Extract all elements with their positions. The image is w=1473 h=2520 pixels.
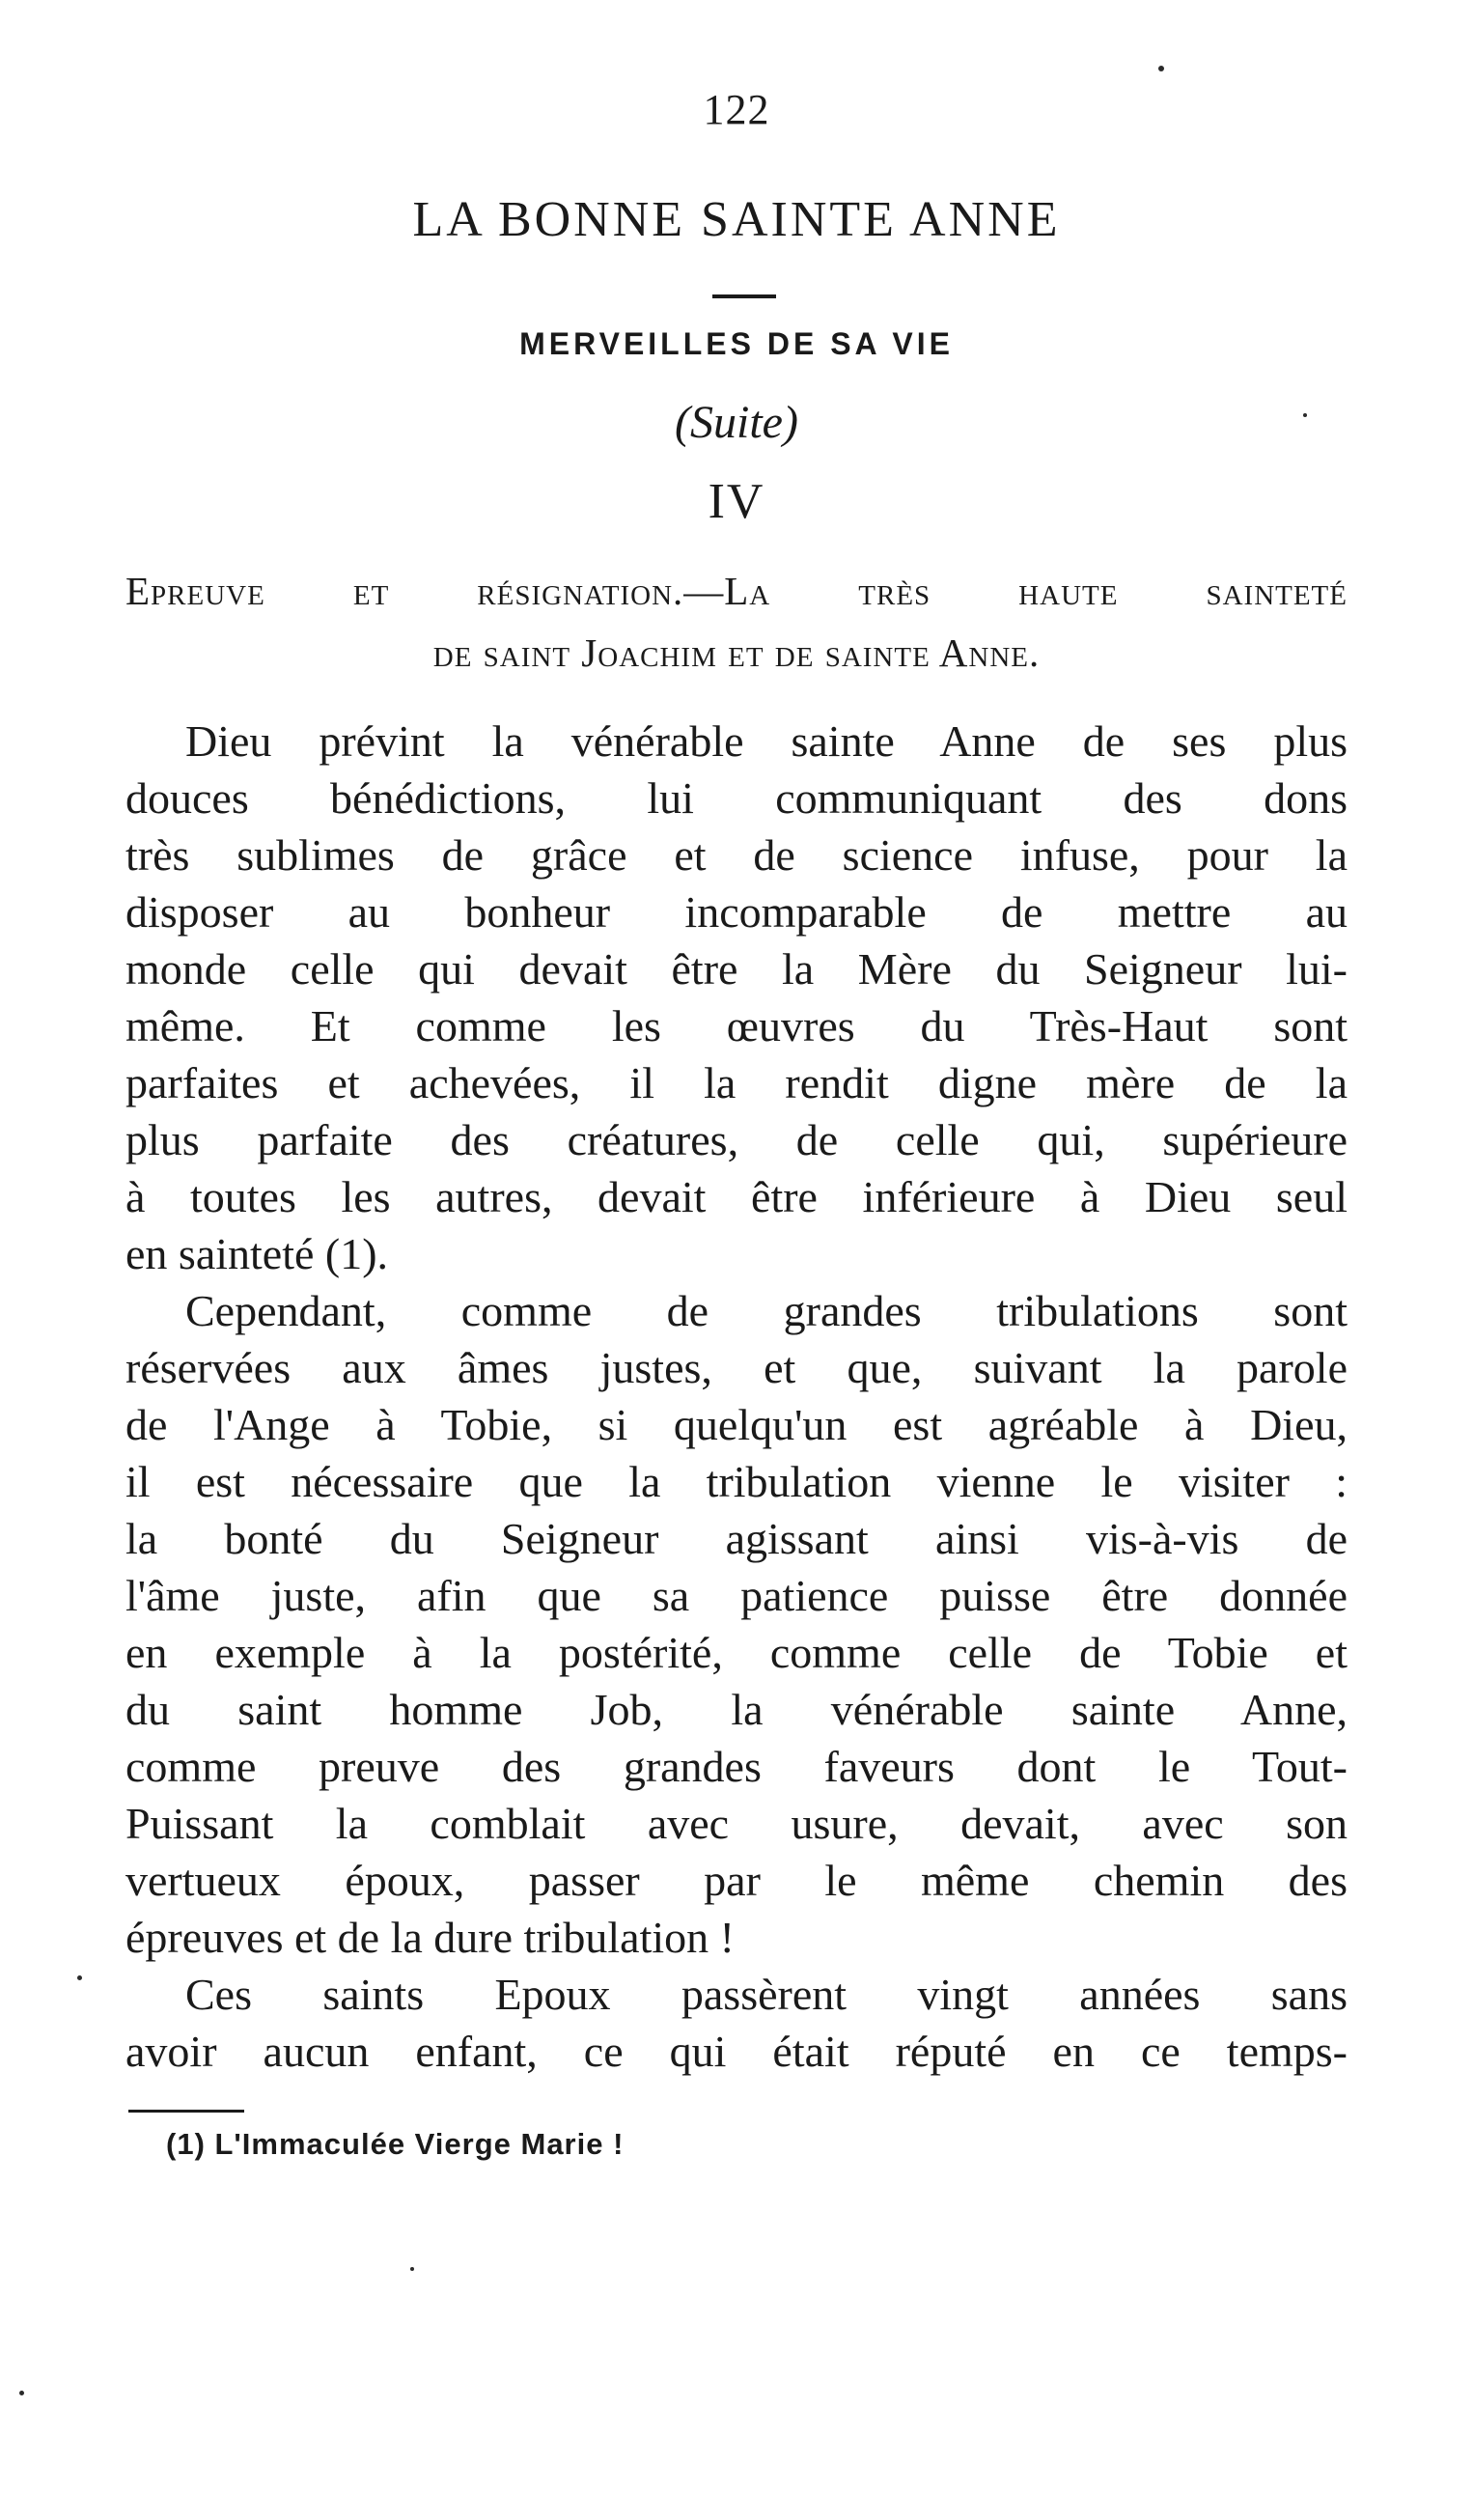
text-line: réservées aux âmes justes, et que, suivant la parole	[125, 1343, 1348, 1392]
text-line: parfaites et achevées, il la rendit digne mère de la	[125, 1058, 1348, 1107]
journal-title: LA BONNE SAINTE ANNE	[412, 192, 1061, 247]
text-line: douces bénédictions, lui communiquant des dons	[125, 773, 1348, 823]
text-line: même. Et comme les œuvres du Très-Haut sont	[125, 1001, 1348, 1050]
text-line: Cependant, comme de grandes tribulations sont	[185, 1286, 1348, 1335]
chapter-number: IV	[708, 474, 765, 529]
scan-speck	[1303, 413, 1307, 417]
footnote-divider	[128, 2110, 244, 2113]
text-line: Puissant la comblait avec usure, devait, avec son	[125, 1799, 1348, 1848]
text-line: avoir aucun enfant, ce qui était réputé en ce temps-	[125, 2027, 1348, 2076]
scan-speck	[19, 2391, 24, 2395]
paragraph	[125, 713, 1348, 1282]
text-line: il est nécessaire que la tribulation vienne le visiter :	[125, 1457, 1348, 1506]
text-line: comme preuve des grandes faveurs dont le Tout-	[125, 1742, 1348, 1791]
text-line: la bonté du Seigneur agissant ainsi vis-à-vis de	[125, 1514, 1348, 1563]
paragraph	[125, 1966, 1348, 2080]
text-line: en exemple à la postérité, comme celle de Tobie et	[125, 1628, 1348, 1677]
chapter-title-line: de saint Joachim et de sainte Anne.	[432, 630, 1041, 675]
text-line: monde celle qui devait être la Mère du Seigneur lui-	[125, 944, 1348, 994]
title-divider	[712, 294, 776, 298]
text-line: l'âme juste, afin que sa patience puisse être donnée	[125, 1571, 1348, 1620]
scan-speck	[1158, 66, 1164, 71]
footnote: (1) L'Immaculée Vierge Marie !	[166, 2127, 625, 2161]
text-line: vertueux époux, passer par le même chemin des	[125, 1856, 1348, 1905]
paragraph	[125, 1282, 1348, 1966]
text-line: du saint homme Job, la vénérable sainte Anne,	[125, 1685, 1348, 1734]
text-line: Dieu prévint la vénérable sainte Anne de ses plus	[185, 716, 1348, 766]
text-line: Ces saints Epoux passèrent vingt années sans	[185, 1970, 1348, 2019]
text-line: en sainteté (1).	[125, 1229, 389, 1278]
scan-speck	[410, 2267, 414, 2271]
chapter-title-line: Epreuve et résignation.—La très haute sainteté	[125, 569, 1348, 613]
page-number: 122	[703, 86, 770, 133]
section-title: MERVEILLES DE SA VIE	[519, 326, 954, 361]
text-line: épreuves et de la dure tribulation !	[125, 1913, 735, 1962]
text-line: plus parfaite des créatures, de celle qui, supérieure	[125, 1115, 1348, 1164]
text-line: disposer au bonheur incomparable de mettre au	[125, 887, 1348, 937]
continuation-label: (Suite)	[675, 397, 798, 448]
text-line: à toutes les autres, devait être inférieure à Dieu seul	[125, 1172, 1348, 1221]
text-line: très sublimes de grâce et de science infuse, pour la	[125, 830, 1348, 880]
scan-speck	[77, 1975, 82, 1980]
text-line: de l'Ange à Tobie, si quelqu'un est agréable à Dieu,	[125, 1400, 1348, 1449]
